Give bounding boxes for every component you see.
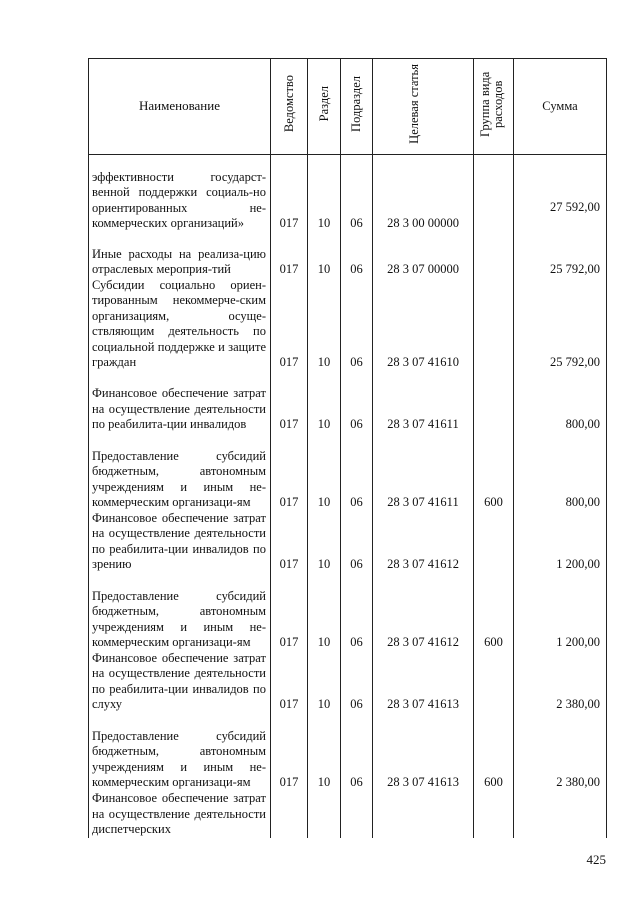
row-subsection: 06 bbox=[341, 433, 373, 511]
row-amount: 1 200,00 bbox=[514, 573, 607, 651]
header-department: Ведомство bbox=[271, 59, 308, 155]
header-target-article: Целевая статья bbox=[373, 59, 474, 155]
row-name: Финансовое обеспечение затрат на осуществление деятельности по реабилита-ции инвалидов bbox=[89, 371, 271, 433]
table-row bbox=[89, 573, 607, 651]
row-name: Финансовое обеспечение затрат на осуществление деятельности по реабилита-ции инвалидов по слуху bbox=[89, 651, 271, 713]
row-department: 017 bbox=[271, 154, 308, 232]
row-department: 017 bbox=[271, 278, 308, 371]
table-row bbox=[89, 713, 607, 791]
row-section: 10 bbox=[308, 573, 341, 651]
row-subsection: 06 bbox=[341, 511, 373, 573]
header-subsection: Подраздел bbox=[341, 59, 373, 155]
header-amount: Сумма bbox=[514, 59, 607, 155]
row-target-article: 28 3 07 41612 bbox=[373, 511, 474, 573]
row-expense-group bbox=[474, 511, 514, 573]
row-target-article: 28 3 07 41611 bbox=[373, 371, 474, 433]
table-row bbox=[89, 511, 607, 573]
row-section bbox=[308, 791, 341, 838]
row-section: 10 bbox=[308, 278, 341, 371]
table-row bbox=[89, 278, 607, 371]
header-expense-group: Группа вида расходов bbox=[474, 59, 514, 155]
table-row bbox=[89, 232, 607, 278]
row-expense-group bbox=[474, 278, 514, 371]
row-section: 10 bbox=[308, 232, 341, 278]
row-amount: 25 792,00 bbox=[514, 232, 607, 278]
budget-table bbox=[88, 58, 607, 838]
header-section: Раздел bbox=[308, 59, 341, 155]
row-expense-group bbox=[474, 791, 514, 838]
row-target-article: 28 3 07 41611 bbox=[373, 433, 474, 511]
row-target-article: 28 3 07 41613 bbox=[373, 651, 474, 713]
row-target-article: 28 3 00 00000 bbox=[373, 154, 474, 232]
row-target-article: 28 3 07 00000 bbox=[373, 232, 474, 278]
row-amount: 800,00 bbox=[514, 371, 607, 433]
row-expense-group bbox=[474, 154, 514, 232]
row-amount: 25 792,00 bbox=[514, 278, 607, 371]
row-expense-group: 600 bbox=[474, 573, 514, 651]
table-row bbox=[89, 791, 607, 838]
row-name: Субсидии социально ориен-тированным некоммерче-ским организациям, осуще-ствляющим деятельность по социальной поддержке и защите граждан bbox=[89, 278, 271, 371]
table-row bbox=[89, 651, 607, 713]
row-name: Предоставление субсидий бюджетным, автономным учреждениям и иным не-коммерческим организаци-ям bbox=[89, 713, 271, 791]
row-expense-group bbox=[474, 232, 514, 278]
row-name: Предоставление субсидий бюджетным, автономным учреждениям и иным не-коммерческим организаци-ям bbox=[89, 573, 271, 651]
row-name: Финансовое обеспечение затрат на осуществление деятельности по реабилита-ции инвалидов по зрению bbox=[89, 511, 271, 573]
row-subsection: 06 bbox=[341, 573, 373, 651]
row-target-article: 28 3 07 41610 bbox=[373, 278, 474, 371]
row-expense-group: 600 bbox=[474, 433, 514, 511]
row-name: Финансовое обеспечение затрат на осуществление деятельности диспетчерских bbox=[89, 791, 271, 838]
row-section: 10 bbox=[308, 651, 341, 713]
row-amount bbox=[514, 791, 607, 838]
table-header-row bbox=[89, 59, 607, 155]
row-expense-group bbox=[474, 651, 514, 713]
row-department: 017 bbox=[271, 651, 308, 713]
row-subsection: 06 bbox=[341, 651, 373, 713]
row-subsection bbox=[341, 791, 373, 838]
row-subsection: 06 bbox=[341, 713, 373, 791]
row-amount: 2 380,00 bbox=[514, 713, 607, 791]
row-target-article: 28 3 07 41613 bbox=[373, 713, 474, 791]
row-amount: 2 380,00 bbox=[514, 651, 607, 713]
row-department: 017 bbox=[271, 573, 308, 651]
row-expense-group: 600 bbox=[474, 713, 514, 791]
row-target-article: 28 3 07 41612 bbox=[373, 573, 474, 651]
row-section: 10 bbox=[308, 154, 341, 232]
row-expense-group bbox=[474, 371, 514, 433]
row-target-article bbox=[373, 791, 474, 838]
row-subsection: 06 bbox=[341, 278, 373, 371]
row-amount: 27 592,00 bbox=[514, 154, 607, 232]
row-name: Иные расходы на реализа-цию отраслевых мероприя-тий bbox=[89, 232, 271, 278]
row-name: эффективности государст-венной поддержки социаль-но ориентированных не-коммерческих организаций» bbox=[89, 154, 271, 232]
row-section: 10 bbox=[308, 713, 341, 791]
row-section: 10 bbox=[308, 511, 341, 573]
row-department: 017 bbox=[271, 433, 308, 511]
row-subsection: 06 bbox=[341, 371, 373, 433]
row-department: 017 bbox=[271, 713, 308, 791]
table-row bbox=[89, 371, 607, 433]
row-amount: 800,00 bbox=[514, 433, 607, 511]
row-department: 017 bbox=[271, 511, 308, 573]
row-amount: 1 200,00 bbox=[514, 511, 607, 573]
page-number: 425 bbox=[586, 852, 606, 867]
row-department: 017 bbox=[271, 232, 308, 278]
row-section: 10 bbox=[308, 433, 341, 511]
row-department: 017 bbox=[271, 371, 308, 433]
row-name: Предоставление субсидий бюджетным, автономным учреждениям и иным не-коммерческим организаци-ям bbox=[89, 433, 271, 511]
row-department bbox=[271, 791, 308, 838]
row-subsection: 06 bbox=[341, 154, 373, 232]
row-subsection: 06 bbox=[341, 232, 373, 278]
table-row bbox=[89, 433, 607, 511]
table-row bbox=[89, 154, 607, 232]
header-name: Наименование bbox=[89, 59, 271, 155]
row-section: 10 bbox=[308, 371, 341, 433]
